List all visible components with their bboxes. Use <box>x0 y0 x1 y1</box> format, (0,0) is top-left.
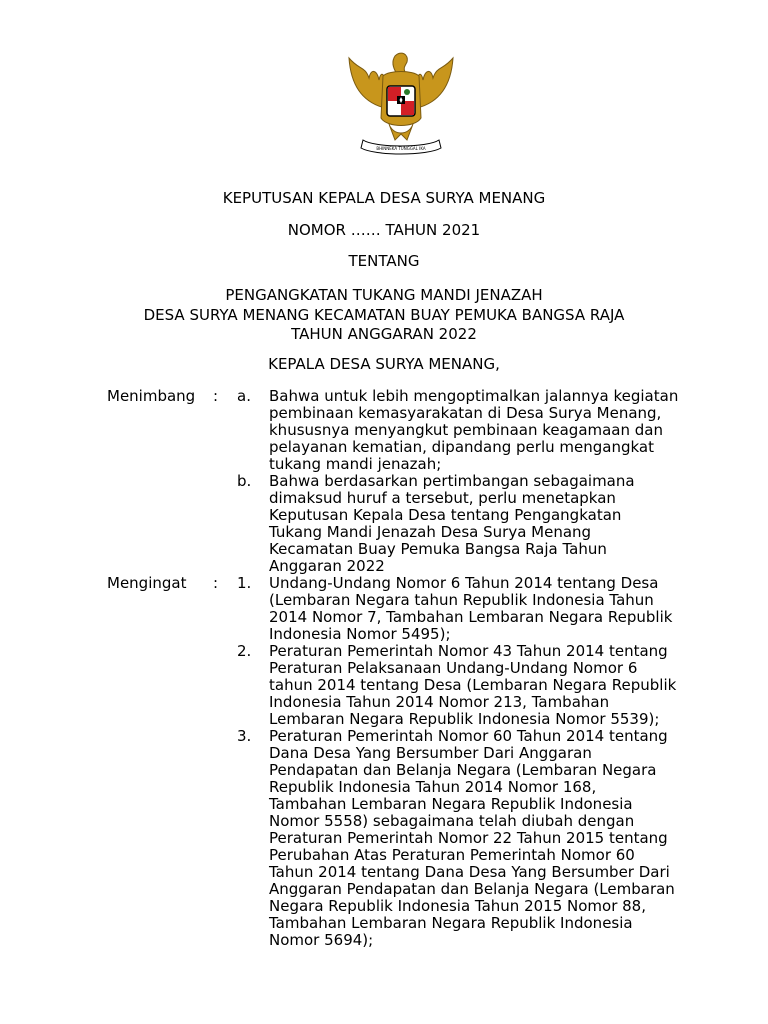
item-line: pelayanan kematian, dipandang perlu mengangkat <box>269 438 654 456</box>
item-line: Bahwa untuk lebih mengoptimalkan jalannya kegiatan <box>269 387 679 405</box>
item-line: Tambahan Lembaran Negara Republik Indonesia <box>269 795 633 813</box>
item-line: Peraturan Pemerintah Nomor 22 Tahun 2015 tentang <box>269 829 668 847</box>
decree-subject <box>0 286 768 345</box>
item-line: Bahwa berdasarkan pertimbangan sebagaimana <box>269 472 635 490</box>
motto-text: BHINNEKA TUNGGAL IKA <box>376 146 426 151</box>
item-line: Indonesia Nomor 5495); <box>269 625 451 643</box>
item-line: 2014 Nomor 7, Tambahan Lembaran Negara Republik <box>269 608 673 626</box>
item-marker: a. <box>237 387 251 405</box>
subject-line: TAHUN ANGGARAN 2022 <box>291 325 477 343</box>
item-line: pembinaan kemasyarakatan di Desa Surya Menang, <box>269 404 662 422</box>
item-line: dimaksud huruf a tersebut, perlu menetapkan <box>269 489 616 507</box>
item-line: tukang mandi jenazah; <box>269 455 442 473</box>
item-body <box>269 388 691 473</box>
garuda-pancasila-icon <box>345 48 457 158</box>
item-marker: 2. <box>237 642 252 660</box>
item-line: Anggaran 2022 <box>269 557 385 575</box>
authority-heading: KEPALA DESA SURYA MENANG, <box>268 355 500 373</box>
item-line: (Lembaran Negara tahun Republik Indonesia Tahun <box>269 591 654 609</box>
item-line: Indonesia Tahun 2014 Nomor 213, Tambahan <box>269 693 610 711</box>
item-line: Undang-Undang Nomor 6 Tahun 2014 tentang Desa <box>269 574 659 592</box>
item-line: Peraturan Pelaksanaan Undang-Undang Nomor 6 <box>269 659 638 677</box>
decree-about: TENTANG <box>348 252 420 270</box>
item-line: Perubahan Atas Peraturan Pemerintah Nomor 60 <box>269 846 635 864</box>
item-line: tahun 2014 tentang Desa (Lembaran Negara Republik <box>269 676 677 694</box>
item-line: khususnya menyangkut pembinaan keagamaan dan <box>269 421 663 439</box>
item-line: Peraturan Pemerintah Nomor 43 Tahun 2014 tentang <box>269 642 668 660</box>
decree-title: KEPUTUSAN KEPALA DESA SURYA MENANG <box>222 189 546 207</box>
item-line: Dana Desa Yang Bersumber Dari Anggaran <box>269 744 592 762</box>
item-line: Negara Republik Indonesia Tahun 2015 Nomor 88, <box>269 897 646 915</box>
item-body <box>269 643 691 728</box>
item-line: Pendapatan dan Belanja Negara (Lembaran Negara <box>269 761 657 779</box>
item-line: Tambahan Lembaran Negara Republik Indonesia <box>269 914 633 932</box>
item-line: Lembaran Negara Republik Indonesia Nomor 5539); <box>269 710 660 728</box>
menimbang-colon: : <box>213 387 219 405</box>
subject-line: PENGANGKATAN TUKANG MANDI JENAZAH <box>225 286 543 304</box>
item-line: Tukang Mandi Jenazah Desa Surya Menang <box>269 523 592 541</box>
item-marker: 3. <box>237 727 252 745</box>
item-line: Tahun 2014 tentang Dana Desa Yang Bersumber Dari <box>269 863 670 881</box>
item-line: Anggaran Pendapatan dan Belanja Negara (Lembaran <box>269 880 675 898</box>
item-body <box>269 473 691 575</box>
item-line: Nomor 5558) sebagaimana telah diubah dengan <box>269 812 635 830</box>
item-line: Republik Indonesia Tahun 2014 Nomor 168, <box>269 778 597 796</box>
item-line: Kecamatan Buay Pemuka Bangsa Raja Tahun <box>269 540 607 558</box>
item-line: Peraturan Pemerintah Nomor 60 Tahun 2014 tentang <box>269 727 668 745</box>
item-marker: 1. <box>237 574 252 592</box>
decree-number: NOMOR …… TAHUN 2021 <box>287 221 481 239</box>
item-body <box>269 575 691 643</box>
mengingat-label: Mengingat <box>107 574 187 592</box>
item-marker: b. <box>237 472 252 490</box>
subject-line: DESA SURYA MENANG KECAMATAN BUAY PEMUKA BANGSA RAJA <box>143 305 625 324</box>
item-body <box>269 728 691 949</box>
item-line: Keputusan Kepala Desa tentang Pengangkatan <box>269 506 622 524</box>
item-line: Nomor 5694); <box>269 931 374 949</box>
mengingat-colon: : <box>213 574 219 592</box>
menimbang-label: Menimbang <box>107 387 196 405</box>
